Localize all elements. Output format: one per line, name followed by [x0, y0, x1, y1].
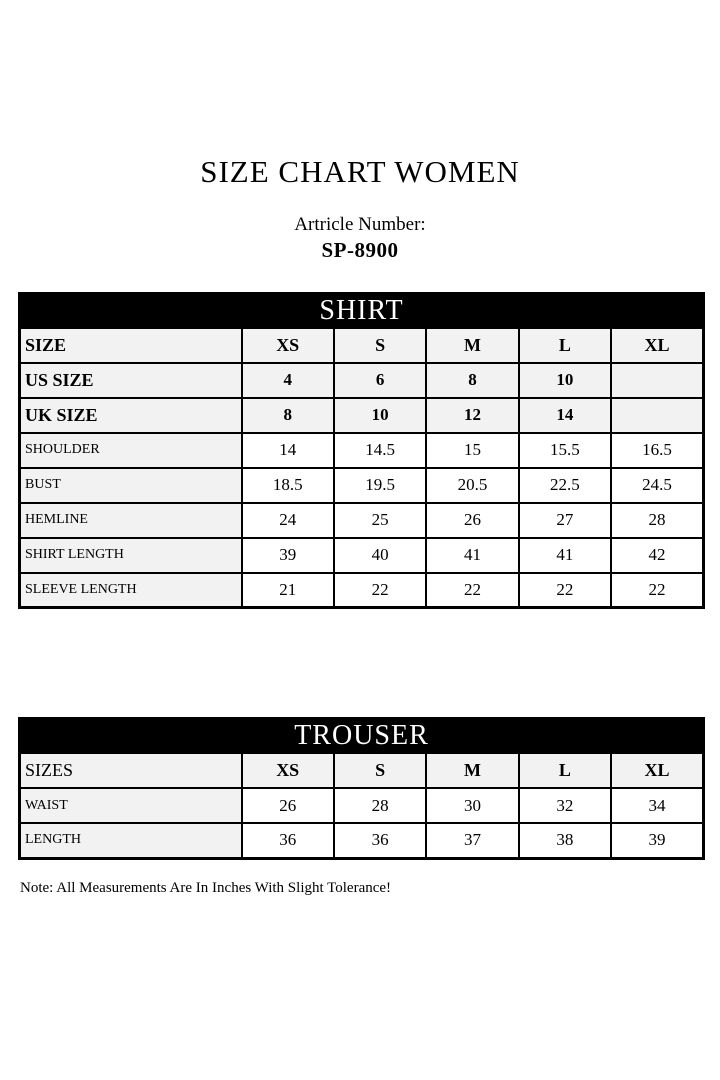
- row-label: HEMLINE: [20, 503, 242, 538]
- cell-value: 22.5: [519, 468, 611, 503]
- cell-value: 38: [519, 823, 611, 858]
- article-number-value: SP-8900: [321, 238, 399, 263]
- cell-value: 32: [519, 788, 611, 823]
- table-row-shoulder: [20, 433, 704, 468]
- cell-value: 8: [242, 398, 334, 433]
- article-number-label: Artricle Number:: [294, 213, 426, 235]
- size-col-s: S: [334, 328, 426, 363]
- shirt-size-table: [18, 292, 705, 610]
- size-col-s: S: [334, 753, 426, 788]
- cell-value: 39: [242, 538, 334, 573]
- cell-value: 28: [334, 788, 426, 823]
- cell-value: 10: [519, 363, 611, 398]
- table-row-sleeve-length: [20, 573, 704, 608]
- cell-value: 16.5: [611, 433, 703, 468]
- table-row-shirt-length: [20, 538, 704, 573]
- cell-value: 8: [426, 363, 518, 398]
- cell-value-empty: [611, 398, 703, 433]
- cell-value: 14: [242, 433, 334, 468]
- cell-value: 24.5: [611, 468, 703, 503]
- size-col-l: L: [519, 753, 611, 788]
- cell-value: 42: [611, 538, 703, 573]
- cell-value: 37: [426, 823, 518, 858]
- cell-value: 26: [242, 788, 334, 823]
- cell-value: 6: [334, 363, 426, 398]
- cell-value: 39: [611, 823, 703, 858]
- table-row-bust: [20, 468, 704, 503]
- cell-value: 4: [242, 363, 334, 398]
- cell-value: 36: [334, 823, 426, 858]
- size-col-xs: XS: [242, 328, 334, 363]
- measurements-note: Note: All Measurements Are In Inches With Slight Tolerance!: [20, 879, 392, 896]
- cell-value: 27: [519, 503, 611, 538]
- cell-value: 26: [426, 503, 518, 538]
- cell-value: 10: [334, 398, 426, 433]
- size-col-xl: XL: [611, 328, 703, 363]
- table-row-us-size: [20, 363, 704, 398]
- row-label: LENGTH: [20, 823, 242, 858]
- table-row-hemline: [20, 503, 704, 538]
- trouser-size-header-label: SIZES: [20, 753, 242, 788]
- table-row-waist: [20, 788, 704, 823]
- row-label: BUST: [20, 468, 242, 503]
- shirt-table-banner: [20, 293, 704, 328]
- cell-value: 15.5: [519, 433, 611, 468]
- size-chart-page: [0, 156, 720, 1080]
- cell-value: 22: [426, 573, 518, 608]
- cell-value: 14: [519, 398, 611, 433]
- row-label: SHOULDER: [20, 433, 242, 468]
- shirt-size-header-row: [20, 328, 704, 363]
- size-col-m: M: [426, 328, 518, 363]
- cell-value: 22: [519, 573, 611, 608]
- size-col-m: M: [426, 753, 518, 788]
- page-title: SIZE CHART WOMEN: [200, 154, 520, 189]
- cell-value: 20.5: [426, 468, 518, 503]
- row-label: SLEEVE LENGTH: [20, 573, 242, 608]
- row-label: UK SIZE: [20, 398, 242, 433]
- size-col-l: L: [519, 328, 611, 363]
- cell-value: 25: [334, 503, 426, 538]
- shirt-banner-title: SHIRT: [20, 293, 704, 328]
- cell-value: 18.5: [242, 468, 334, 503]
- shirt-size-header-label: SIZE: [20, 328, 242, 363]
- header-block: [0, 156, 720, 263]
- cell-value: 34: [611, 788, 703, 823]
- cell-value: 41: [426, 538, 518, 573]
- size-col-xl: XL: [611, 753, 703, 788]
- cell-value: 36: [242, 823, 334, 858]
- cell-value: 12: [426, 398, 518, 433]
- trouser-size-table: [18, 717, 705, 860]
- cell-value-empty: [611, 363, 703, 398]
- cell-value: 40: [334, 538, 426, 573]
- row-label: WAIST: [20, 788, 242, 823]
- cell-value: 24: [242, 503, 334, 538]
- cell-value: 30: [426, 788, 518, 823]
- table-row-uk-size: [20, 398, 704, 433]
- cell-value: 14.5: [334, 433, 426, 468]
- cell-value: 21: [242, 573, 334, 608]
- trouser-banner-title: TROUSER: [20, 719, 704, 754]
- cell-value: 41: [519, 538, 611, 573]
- cell-value: 15: [426, 433, 518, 468]
- trouser-table-banner: [20, 719, 704, 754]
- cell-value: 22: [334, 573, 426, 608]
- trouser-size-header-row: [20, 753, 704, 788]
- row-label: US SIZE: [20, 363, 242, 398]
- table-row-length: [20, 823, 704, 858]
- row-label: SHIRT LENGTH: [20, 538, 242, 573]
- cell-value: 19.5: [334, 468, 426, 503]
- cell-value: 28: [611, 503, 703, 538]
- size-col-xs: XS: [242, 753, 334, 788]
- cell-value: 22: [611, 573, 703, 608]
